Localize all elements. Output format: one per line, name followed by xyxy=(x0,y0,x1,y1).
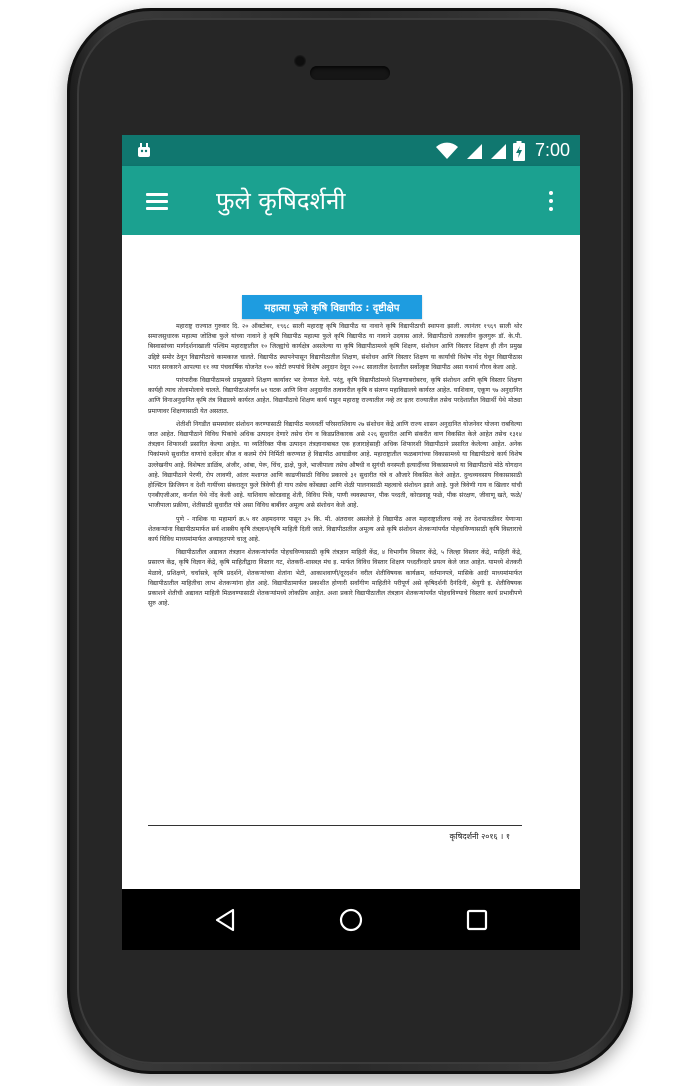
status-bar xyxy=(122,135,580,166)
android-debug-icon xyxy=(136,142,152,158)
signal-icon-secondary xyxy=(489,142,507,160)
document-paragraph: महाराष्ट्र राज्यात गुरुवार दि. २० ऑक्टोबर, १९६८ साली महाराष्ट्र कृषि विद्यापीठ या नावाने कृषि विद्यापीठाची स्थापना झाली. त्यानंतर १९६९ साली थोर समाजसुधारक महात्मा जोतिबा फुले यांच्या नावाने हे कृषि विद्यापीठ महात्मा फुले कृषि विद्यापीठ या नावाने उदयास आले. विद्यापीठाचे तत्कालीन कुलगुरू डॉ. के.पी. बिस्वासांच्या मार्गदर्शनाखाली पश्चिम महाराष्ट्रातील १० जिल्ह्यांचे कार्यक्षेत्र असलेल्या या कृषि विद्यापीठामध्ये कृषि शिक्षण, संशोधन आणि विस्तार शिक्षण ही तीन प्रमुख उद्दिष्टे समोर ठेवून विद्यापीठाचे कामकाज चालते. विद्यापीठ स्थापनेपासून विद्यापीठातील शिक्षण, संशोधन आणि विस्तार शिक्षण या कार्यांची विशेष नोंद घेवून विद्यापीठास भारत सरकारने आपल्या ११ व्या पंचवार्षिक योजनेत १०० कोटी रुपयांचे विशेष अनुदान देवून २००८ सालातील देशातील सर्वोत्कृष्ट विद्यापीठ असा यथार्थ गौरव केला आहे. xyxy=(148,323,522,371)
hamburger-menu-icon[interactable] xyxy=(140,184,174,218)
app-title: फुले कृषिदर्शनी xyxy=(216,187,346,215)
status-clock: 7:00 xyxy=(534,140,570,160)
navigation-bar xyxy=(122,889,580,950)
battery-charging-icon xyxy=(513,141,525,161)
earpiece-speaker xyxy=(310,66,390,80)
device-screen xyxy=(122,135,580,950)
home-icon[interactable] xyxy=(336,905,366,935)
front-camera xyxy=(294,55,306,67)
signal-icon xyxy=(465,142,483,160)
document-paragraph: पुणे - नाशिक या महामार्ग क्र.५ वर अहमदनगर पासून ३५ कि. मी. अंतरावर असलेले हे विद्यापीठ आज महाराष्ट्रातीलच नव्हे तर देशपातळीवर येणाऱ्या शेतकऱ्यांना विद्यापीठामार्फत सर्व शास्त्रीय कृषि तंत्रज्ञान/कृषि माहिती दिली जाते. विद्यापीठातील अमूल्य असे कृषि संशोधन शेतकऱ्यांपर्यंत पोहचविण्यासाठी कृषि विस्ताराचे कार्य विविध माध्यमांमार्फत अव्याहतपणे चालू आहे. xyxy=(148,515,522,544)
document-body xyxy=(148,322,522,612)
document-page xyxy=(122,235,580,889)
app-toolbar xyxy=(122,166,580,235)
document-paragraph: पारंपारीक विद्यापीठामध्ये प्रामुख्याने शिक्षण कार्यावर भर देण्यात येतो. परंतु, कृषि विद्यापीठांमध्ये शिक्षणाबरोबरच, कृषि संशोधन आणि कृषि विस्तार शिक्षण कार्यही त्याच तोलामोलाचे चालते. विद्यापीठाअंतर्गत ७१ घटक आणि विना अनुदानीत तत्वावरील कृषि व संलग्न महाविद्यालये कार्यरत आहेत. याशिवाय, एकूण ९७ अनुदानित आणि विनाअनुदानित कृषि तंत्र विद्यालये कार्यरत आहेत. विद्यापीठाचे शिक्षण कार्य पाहून महाराष्ट्र राज्यातील नव्हे तर इतर राज्यातील तसेच परदेशातील विद्यार्थी येथे मोठ्या प्रमाणावर शिक्षणासाठी येत असतात. xyxy=(148,377,522,415)
document-footer: कृषिदर्शनी २०१६ । १ xyxy=(449,832,510,841)
back-icon[interactable] xyxy=(210,905,240,935)
recent-apps-icon[interactable] xyxy=(462,905,492,935)
wifi-icon xyxy=(435,142,459,160)
status-icons xyxy=(435,135,570,166)
overflow-menu-icon[interactable] xyxy=(536,186,566,216)
footer-divider xyxy=(148,825,522,826)
document-paragraph: शेतीशी निगडीत समस्यांवर संशोधन करण्यासाठी विद्यापीठ मध्यवर्ती परिसराशिवाय २७ संशोधन केंद्रे आणि राज्य शासन अनुदानित योजनेवर योजना राबविल्या जात आहेत. विद्यापीठाने विविध पिकांचे अधिक उत्पादन देणारे तसेच रोग व किडप्रतिकारक असे २२६ सुधारीत आणि संकरीत वाण विकसित केले आहेत तसेच १३१४ तंत्रज्ञान शिफारशी प्रसारित केल्या आहेत. या व्यतिरिक्त पीक उत्पादन तंत्रज्ञानाबाबत एक हजाराहेसाही अधिक शिफारशी विद्यापीठाने प्रसारित केलेल्या आहेत. अनेक पिकांमध्ये सुधारीत वाणांचे दर्जेदार बीज व कलमे रोपे निर्मिती करण्यात हे विद्यापीठ आघाडीवर आहे. महाराष्ट्रातील फळबागांच्या विकासामध्ये या विद्यापीठाचे कार्य विशेष उल्लेखनीय आहे. विशेषतः डाळिंब, अंजीर, आंबा, पेरू, चिंच, द्राक्षे, फुले, भाजीपाला तसेच औषधी व सुगंधी वनस्पती इत्यादींच्या विकासामध्ये या विद्यापीठाचे मोठे योगदान आहे. विद्यापीठाने पेरणी, रोप लावणी, आंतर मशागत आणि काढणीसाठी विविध प्रकारचे ३१ सुधारीत यंत्रे व औजारे विकसित केले आहेत. दुग्धव्यवसाय विकासासाठी होल्स्टिन फ्रिजियन व देशी गायींच्या संकरातून फुले त्रिवेणी ही गाय तसेच कोंबड्या आणि शेळी पालनासाठी महत्वाचे संशोधन झाले आहे. फुले त्रिवेणी गाय व खिलार यांची एनबीएजीआर, कर्नाल येथे नोंद केली आहे. याशिवाय कोरडवाहू शेती, विविध पिके, पाणी व्यवस्थापन, पीक पध्दती, कोरडवाहू फळे, पीक संरक्षण, जीवाणू खते, फळे/भाजीपाला प्रक्रीया, शेतीसाठी सुधारीत यंत्रे असा विविध बाबींवर अमूल्य असे संशोधन केले आहे. xyxy=(148,420,522,510)
document-heading: महात्मा फुले कृषि विद्यापीठ : दृष्टीक्षेप xyxy=(242,295,422,319)
document-paragraph: विद्यापीठातील अद्यावत तंत्रज्ञान शेतकऱ्यांपर्यंत पोहचविण्यासाठी कृषि तंत्रज्ञान माहिती केंद्र, ४ विभागीय विस्तार केंद्रे, ५ जिल्हा विस्तार केंद्रे, माहिती केंद्रे, प्रसारण केंद्र, कृषि विज्ञान केंद्रे, कृषि माहितीद्वारा विस्तार गट, शेतकरी-शास्त्रज्ञ मंच इ. मार्फत विविध विस्तार शिक्षण पध्दतीव्दारे प्रयत्न केले जात आहेत. यामध्ये शेतकरी मेळावे, प्रशिक्षणे, चर्चासत्रे, कृषि प्रदर्शने, शेतकऱ्यांच्या शेतांना भेटी, आकाशवाणी/दूरदर्शन वरील शेतीविषयक कार्यक्रम, वर्तमानपत्रे, मासिके आदी माध्यमांमार्फत विद्यापीठातील माहितीचा लाभ शेतकऱ्यांना होत आहे. विद्यापीठामार्फत प्रकाशीत होणारी सर्वांगीण माहितीने परीपूर्ण असे कृषिदर्शनी दैनंदिनी, श्रेयुगी इ. शेतीविषयक प्रकाशने शेतीची अद्यावत माहिती मिळवण्यासाठी शेतकऱ्यांमध्ये लोकप्रिय आहेत. अशा प्रकारे विद्यापीठातील तंत्रज्ञान शेतकऱ्यांपर्यंत पोहचविण्याचे विस्तार कार्य प्रभावीपणे सुरु आहे. xyxy=(148,549,522,608)
